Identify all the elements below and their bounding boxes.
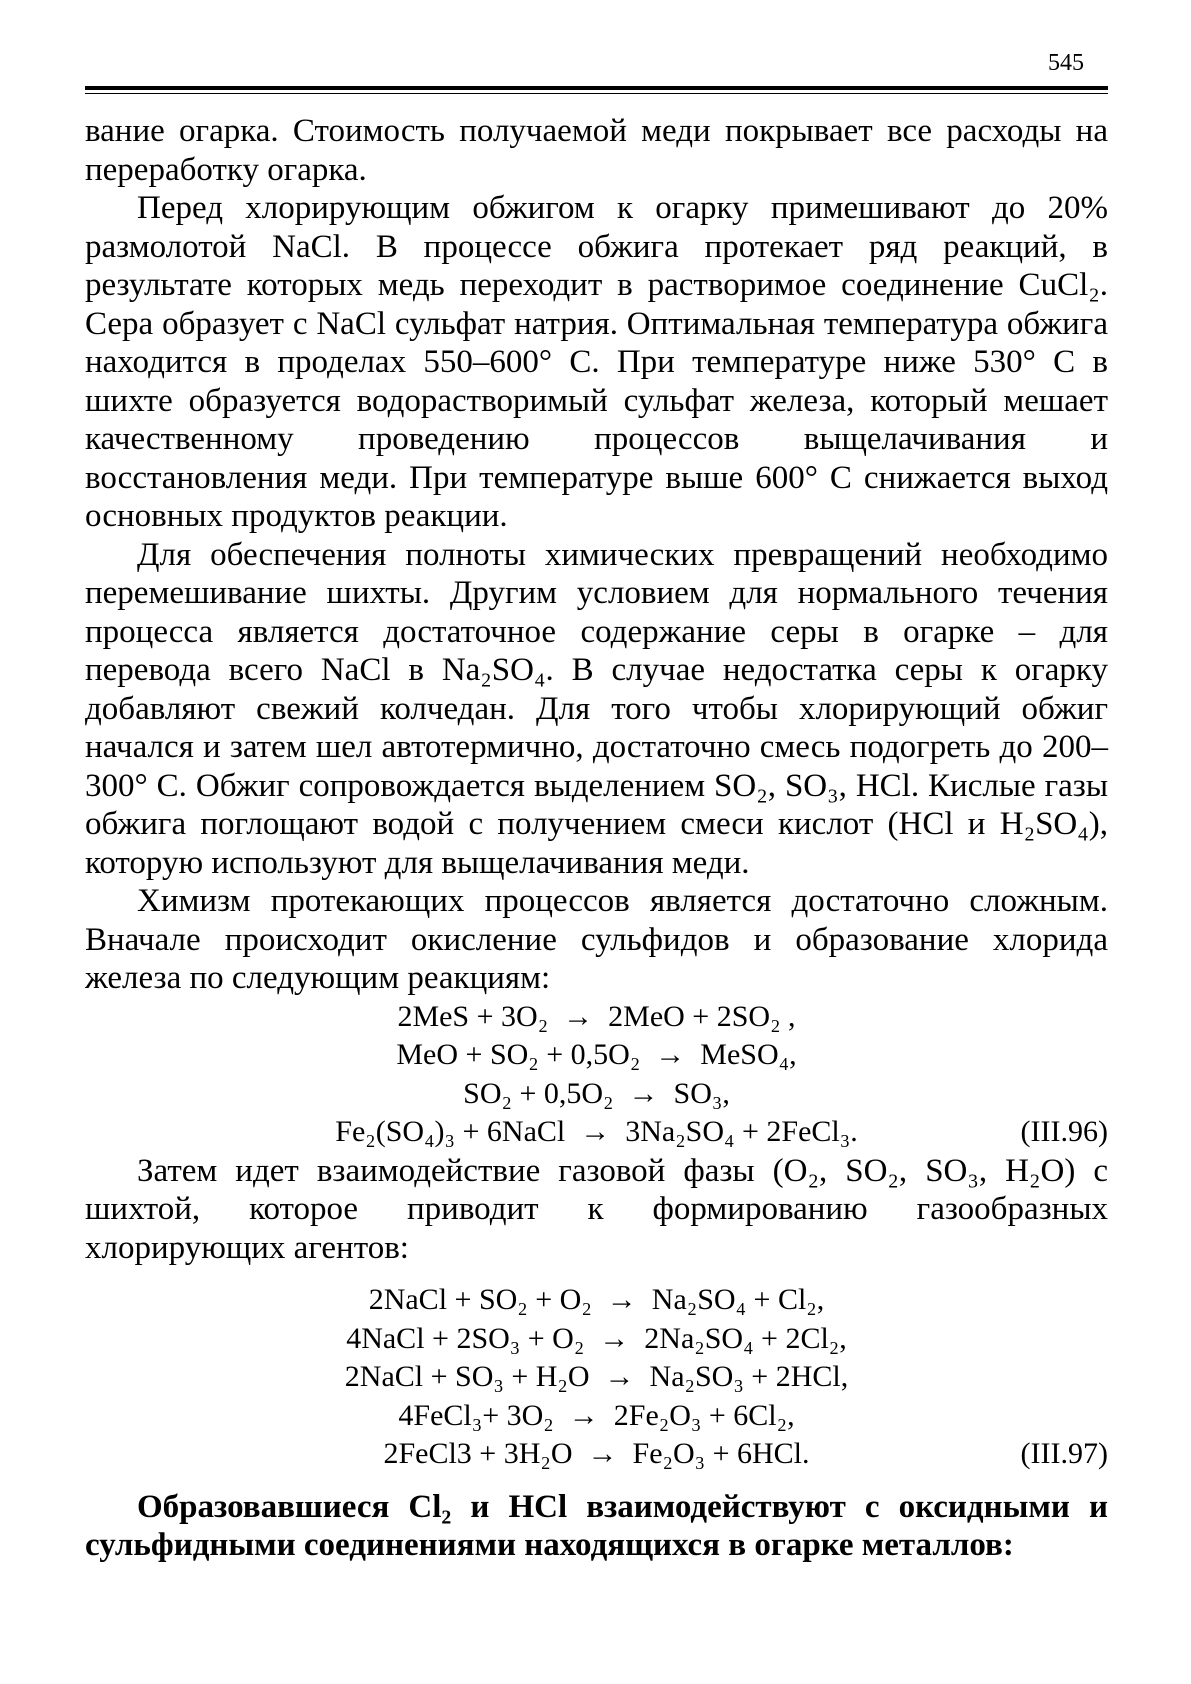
page-body bbox=[85, 112, 1108, 1565]
equation-number: (III.96) bbox=[1020, 1115, 1108, 1148]
header-rule bbox=[85, 86, 1108, 90]
equation-line: 4NaCl + 2SO₃ + O₂ → 2Na₂SO₄ + 2Cl₂, bbox=[346, 1321, 847, 1355]
equation-line: 2MeS + 3O₂ → 2MeO + 2SO₂ , bbox=[397, 999, 796, 1033]
equation-line: 2NaCl + SO₂ + O₂ → Na₂SO₄ + Cl₂, bbox=[368, 1283, 825, 1316]
page-number: 545 bbox=[1048, 50, 1084, 76]
paragraph: Перед хлорирующим обжигом к огарку примешивают до 20% размолотой NaCl. В процессе обжига протекает ряд реакций, в результате которых медь переходит в растворимое соединение CuCl₂. Сера образует с NaCl сульфат натрия. Оптимальная температура обжига находится в проделах 550–600° С. При температуре ниже 530° С в шихте образуется водорастворимый сульфат железа, который мешает качественному проведению процессов выщелачивания и восстановления меди. При температуре выше 600° С снижается выход основных продуктов реакции. bbox=[85, 190, 1108, 534]
equation-line: 4FeCl₃+ 3O₂ → 2Fe₂O₃ + 6Cl₂, bbox=[398, 1398, 795, 1432]
paragraph: Затем идет взаимодействие газовой фазы (O₂, SO₂, SO₃, H₂O) с шихтой, которое приводит к формированию газообразных хлорирующих агентов: bbox=[85, 1152, 1108, 1266]
equation-line: SO₂ + 0,5O₂ → SO₃, bbox=[463, 1076, 730, 1110]
equation-block-iii-97 bbox=[85, 1281, 1108, 1474]
equation-block-iii-96 bbox=[85, 998, 1108, 1152]
equation-line: 2NaCl + SO₃ + H₂O → Na₂SO₃ + 2HCl, bbox=[344, 1360, 849, 1393]
equation-line: 2FeCl3 + 3H₂O → Fe₂O₃ + 6HCl. bbox=[383, 1437, 810, 1470]
equation-line: MeO + SO₂ + 0,5O₂ → MeSO₄, bbox=[396, 1038, 797, 1071]
paragraph: Образовавшиеся Cl₂ и HCl взаимодействуют с оксидными и сульфидными соединениями находящихся в огарке металлов: bbox=[85, 1488, 1108, 1563]
paragraph: Для обеспечения полноты химических превращений необходимо перемешивание шихты. Другим условием для нормального течения процесса является достаточное содержание серы в огарке – для перевода всего NaCl в Na₂SO₄. В случае недостатка серы к огарку добавляют свежий колчедан. Для того чтобы хлорирующий обжиг начался и затем шел автотермично, достаточно смесь подогреть до 200–300° С. Обжиг сопровождается выделением SO₂, SO₃, HCl. Кислые газы обжига поглощают водой с получением смеси кислот (HCl и H₂SO₄), которую используют для выщелачивания меди. bbox=[85, 536, 1108, 881]
paragraph: вание огарка. Стоимость получаемой меди покрывает все расходы на переработку огарка. bbox=[85, 113, 1108, 188]
paragraph: Химизм протекающих процессов является достаточно сложным. Вначале происходит окисление сульфидов и образование хлорида железа по следующим реакциям: bbox=[85, 883, 1108, 996]
header-rule-thin bbox=[85, 93, 1108, 94]
equation-line: Fe₂(SO₄)₃ + 6NaCl → 3Na₂SO₄ + 2FeCl₃. bbox=[335, 1115, 858, 1148]
equation-number: (III.97) bbox=[1020, 1437, 1108, 1470]
